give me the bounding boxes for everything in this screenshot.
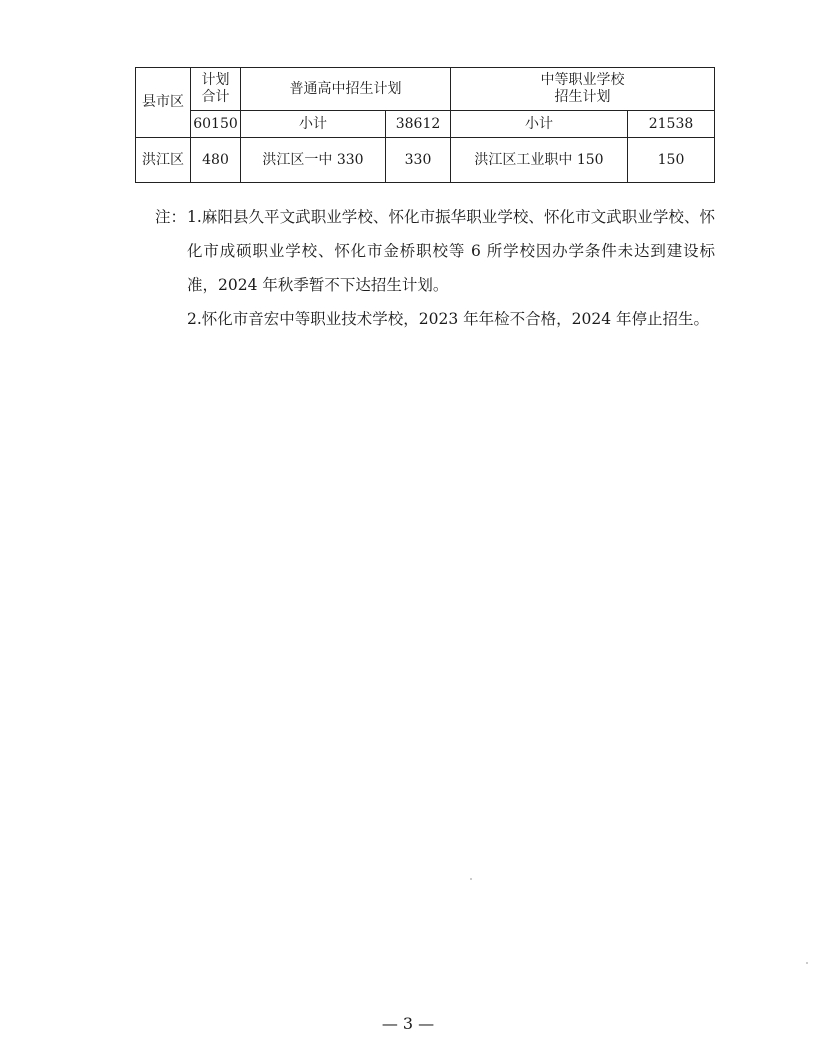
notes-section <box>155 200 715 336</box>
header-vocational-line1: 中等职业学校 <box>540 72 625 88</box>
hs-subtotal: 38612 <box>386 111 451 138</box>
row-plan-total: 480 <box>191 138 241 183</box>
note-item-2: 2.怀化市音宏中等职业技术学校，2023 年年检不合格，2024 年停止招生。 <box>187 310 710 328</box>
scan-speck <box>806 962 808 964</box>
header-vocational <box>451 68 715 111</box>
note-item-1: 1.麻阳县久平文武职业学校、怀化市振华职业学校、怀化市文武职业学校、怀化市成硕职业学校、怀化市金桥职校等 6 所学校因办学条件未达到建设标准，2024 年秋季暂不下达招生计划。 <box>187 208 715 294</box>
enrollment-plan-table <box>135 67 715 183</box>
voc-subtotal-label: 小计 <box>451 111 628 138</box>
header-vocational-line2: 招生计划 <box>554 89 611 105</box>
header-district: 县市区 <box>136 68 191 138</box>
total-plan: 60150 <box>191 111 241 138</box>
header-plan-total-line2: 合计 <box>201 89 230 105</box>
header-plan-total-line1: 计划 <box>201 72 230 88</box>
table-header-row <box>136 68 715 111</box>
table-row <box>136 138 715 183</box>
hs-subtotal-label: 小计 <box>241 111 386 138</box>
scan-speck <box>470 878 472 880</box>
header-plan-total <box>191 68 241 111</box>
page-number: — 3 — <box>381 1014 435 1033</box>
row-voc-school: 洪江区工业职中 150 <box>451 138 628 183</box>
row-district: 洪江区 <box>136 138 191 183</box>
row-voc-count: 150 <box>628 138 715 183</box>
voc-subtotal: 21538 <box>628 111 715 138</box>
row-hs-count: 330 <box>386 138 451 183</box>
row-hs-school: 洪江区一中 330 <box>241 138 386 183</box>
table-totals-row <box>136 111 715 138</box>
note-block <box>155 200 715 336</box>
header-high-school: 普通高中招生计划 <box>241 68 451 111</box>
notes-label: 注： <box>155 208 187 226</box>
